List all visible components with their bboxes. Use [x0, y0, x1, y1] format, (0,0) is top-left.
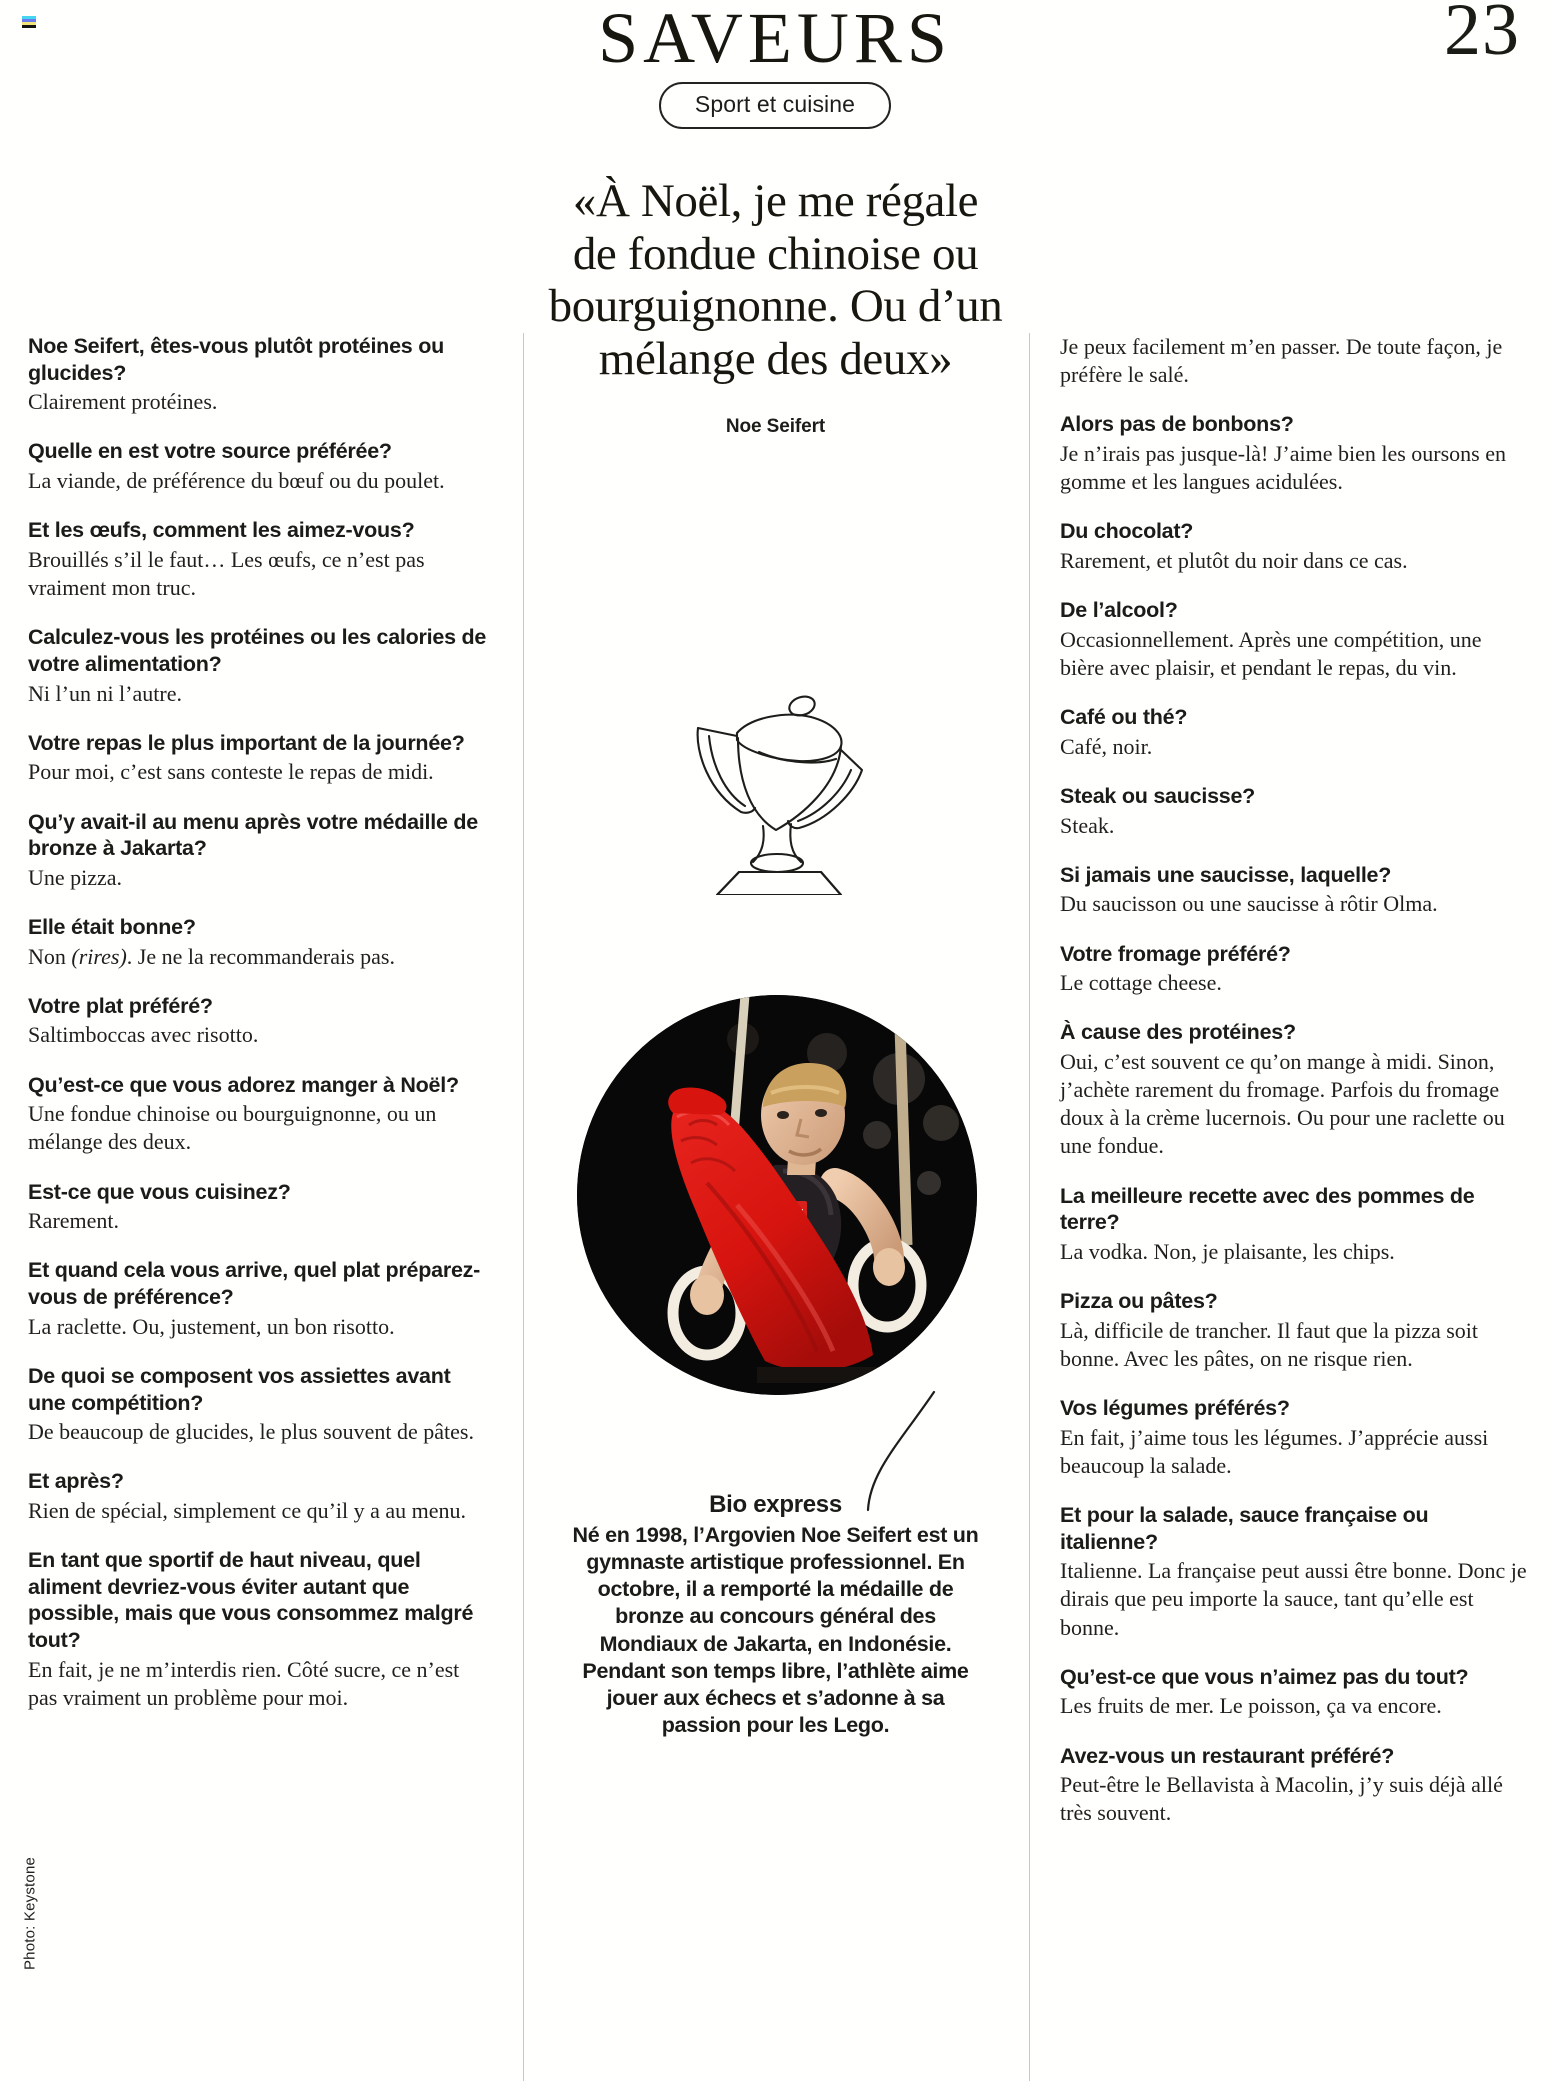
athlete-photo-image [577, 995, 977, 1395]
answer-text: Rien de spécial, simplement ce qu’il y a au menu. [28, 1498, 467, 1523]
qa-block [1060, 518, 1528, 575]
question-text: Votre repas le plus important de la journée? [28, 730, 465, 755]
trophy-illustration [548, 690, 1003, 895]
answer-text: La vodka. Non, je plaisante, les chips. [1060, 1238, 1395, 1264]
answer-text: En fait, je ne m’interdis rien. Côté sucre, ce n’est pas vraiment un problème pour moi. [28, 1656, 460, 1710]
answer-text: Du saucisson ou une saucisse à rôtir Olma. [1060, 891, 1438, 917]
answer-text: Pour moi, c’est sans conteste le repas de midi. [28, 759, 434, 785]
qa-block [28, 1468, 493, 1525]
page-number: 23 [1444, 0, 1520, 71]
answer-text: Occasionnellement. Après une compétition, une bière avec plaisir, et pendant le repas, du vin. [1060, 626, 1482, 680]
qa-block [1060, 1183, 1528, 1266]
qa-block [28, 1257, 493, 1340]
answer-text: Une fondue chinoise ou bourguignonne, ou un mélange des deux. [28, 1101, 437, 1155]
left-column [28, 333, 493, 1712]
question-text: Pizza ou pâtes? [1060, 1289, 1218, 1314]
answer-text: Là, difficile de trancher. Il faut que la pizza soit bonne. Avec les pâtes, on ne risque rien. [1060, 1317, 1479, 1371]
answer-text: Oui, c’est souvent ce qu’on mange à midi. Sinon, j’achète rarement du fromage. Parfois du fromage doux à la crème lucernois. Ou pour une raclette ou une fondue. [1060, 1048, 1505, 1159]
question-text: À cause des protéines? [1060, 1020, 1296, 1045]
answer-text: Rarement. [28, 1208, 120, 1234]
qa-block [28, 1072, 493, 1157]
question-text: Qu’est-ce que vous n’aimez pas du tout? [1060, 1664, 1469, 1689]
qa-block [1060, 941, 1528, 998]
answer-text: Rarement, et plutôt du noir dans ce cas. [1060, 547, 1408, 573]
question-text: Du chocolat? [1060, 519, 1194, 544]
answer-text: Le cottage cheese. [1060, 970, 1222, 996]
answer-text: La raclette. Ou, justement, un bon risotto. [28, 1313, 395, 1339]
qa-block [1060, 1664, 1528, 1721]
question-text: Est-ce que vous cuisinez? [28, 1179, 291, 1204]
question-text: Et quand cela vous arrive, quel plat préparez-vous de préférence? [28, 1258, 481, 1310]
question-text: Qu’est-ce que vous adorez manger à Noël? [28, 1072, 459, 1097]
masthead [0, 0, 1550, 129]
answer-text: Non (rires). Je ne la recommanderais pas. [28, 943, 395, 969]
qa-block [1060, 333, 1528, 389]
bio-express [568, 1490, 983, 1739]
answer-text: En fait, j’aime tous les légumes. J’apprécie aussi beaucoup la salade. [1060, 1424, 1489, 1478]
qa-block [28, 1363, 493, 1446]
question-text: Votre plat préféré? [28, 993, 213, 1018]
question-text: En tant que sportif de haut niveau, quel aliment devriez-vous éviter autant que possible, mais que vous consommez malgré tout? [28, 1548, 474, 1653]
qa-block [1060, 1019, 1528, 1160]
question-text: Elle était bonne? [28, 915, 196, 939]
qa-block [28, 1547, 493, 1712]
athlete-photo [577, 995, 977, 1395]
answer-text: Café, noir. [1060, 733, 1153, 759]
bio-express-title: Bio express [709, 1491, 842, 1518]
answer-text: Les fruits de mer. Le poisson, ça va encore. [1060, 1693, 1442, 1719]
question-text: Steak ou saucisse? [1060, 783, 1256, 808]
qa-block [1060, 783, 1528, 840]
question-text: Noe Seifert, êtes-vous plutôt protéines ou glucides? [28, 334, 444, 385]
question-text: Et pour la salade, sauce française ou italienne? [1060, 1503, 1429, 1554]
qa-block [1060, 1502, 1528, 1642]
qa-block [1060, 1743, 1528, 1828]
question-text: Si jamais une saucisse, laquelle? [1060, 862, 1392, 887]
question-text: Et après? [28, 1469, 124, 1494]
question-text: De quoi se composent vos assiettes avant une compétition? [28, 1363, 451, 1415]
question-text: La meilleure recette avec des pommes de terre? [1060, 1183, 1475, 1235]
answer-text: La viande, de préférence du bœuf ou du poulet. [28, 468, 445, 494]
answer-text: Une pizza. [28, 864, 123, 890]
qa-block [28, 438, 493, 495]
answer-text: Ni l’un ni l’autre. [28, 680, 182, 706]
bio-express-body: Né en 1998, l’Argovien Noe Seifert est un gymnaste artistique professionnel. En octobre, il a remporté la médaille de bronze au concours général des Mondiaux de Jakarta, en Indonésie. Pendant son temps libre, l’athlète aime jouer aux échecs et s’adonne à sa passion pour les Lego. [572, 1523, 979, 1737]
qa-block [28, 809, 493, 892]
answer-text: Italienne. La française peut aussi être bonne. Donc je dirais que peu importe la sauce, tant qu’elle est bonne. [1060, 1558, 1527, 1640]
pullquote-text: «À Noël, je me régale de fondue chinoise ou bourguignonne. Ou d’un mélange des deux» [548, 175, 1003, 385]
question-text: Alors pas de bonbons? [1060, 412, 1294, 437]
answer-text: Je n’irais pas jusque-là! J’aime bien les oursons en gomme et les langues acidulées. [1060, 440, 1506, 495]
question-text: Qu’y avait-il au menu après votre médaille de bronze à Jakarta? [28, 809, 478, 861]
qa-block [1060, 704, 1528, 761]
answer-text: Clairement protéines. [28, 389, 218, 415]
qa-block [28, 914, 493, 971]
trophy-icon [681, 690, 871, 895]
section-badge-wrap [0, 82, 1550, 129]
qa-block [28, 730, 493, 787]
question-text: Café ou thé? [1060, 705, 1188, 730]
qa-block [1060, 411, 1528, 496]
question-text: Avez-vous un restaurant préféré? [1060, 1743, 1395, 1768]
qa-block [1060, 862, 1528, 919]
section-badge: Sport et cuisine [659, 82, 891, 129]
qa-block [28, 517, 493, 602]
qa-block [28, 333, 493, 416]
column-divider-left [523, 333, 524, 2081]
qa-block [1060, 1288, 1528, 1373]
qa-block [28, 1179, 493, 1236]
pullquote-attribution: Noe Seifert [725, 415, 826, 437]
masthead-title: SAVEURS [598, 0, 952, 78]
question-text: De l’alcool? [1060, 598, 1178, 623]
column-divider-right [1029, 333, 1030, 2081]
answer-text: Brouillés s’il le faut… Les œufs, ce n’est pas vraiment mon truc. [28, 546, 425, 601]
question-text: Calculez-vous les protéines ou les calories de votre alimentation? [28, 625, 487, 676]
qa-block [28, 993, 493, 1050]
qa-block [28, 624, 493, 707]
answer-text: Je peux facilement m’en passer. De toute façon, je préfère le salé. [1060, 334, 1503, 388]
question-text: Quelle en est votre source préférée? [28, 439, 392, 464]
question-text: Vos légumes préférés? [1060, 1396, 1290, 1421]
answer-text: De beaucoup de glucides, le plus souvent de pâtes. [28, 1419, 474, 1445]
answer-text: Saltimboccas avec risotto. [28, 1022, 259, 1048]
answer-text: Peut-être le Bellavista à Macolin, j’y suis déjà allé très souvent. [1060, 1772, 1503, 1826]
qa-block [1060, 597, 1528, 682]
right-column [1060, 333, 1528, 1828]
photo-credit: Photo: Keystone [21, 1856, 39, 1971]
question-text: Et les œufs, comment les aimez-vous? [28, 518, 415, 543]
question-text: Votre fromage préféré? [1060, 941, 1291, 966]
qa-block [1060, 1395, 1528, 1480]
center-column [548, 175, 1003, 438]
answer-text: Steak. [1060, 812, 1115, 838]
